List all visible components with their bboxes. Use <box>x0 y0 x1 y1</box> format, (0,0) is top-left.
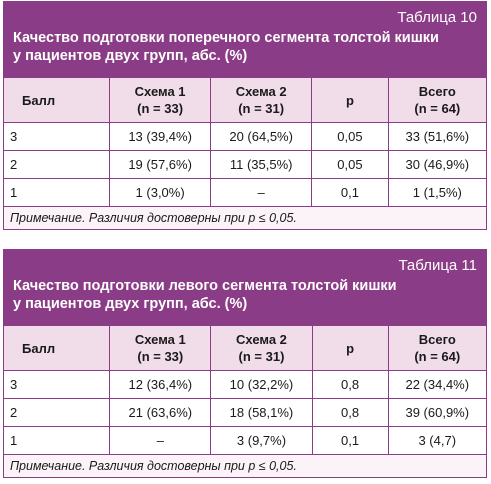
cell-p: 0,1 <box>312 179 388 207</box>
header-row <box>4 326 487 371</box>
table-10 <box>3 1 487 233</box>
cell-total: 3 (4,7) <box>388 427 486 455</box>
table-row <box>4 371 487 399</box>
cell-ball: 2 <box>4 151 110 179</box>
cell-scheme2: 10 (32,2%) <box>211 371 312 399</box>
cell-ball: 2 <box>4 399 110 427</box>
caption-line: у пациентов двух групп, абс. (%) <box>13 48 248 64</box>
col-header-scheme2: Схема 2 (n = 31) <box>211 326 312 371</box>
table-row <box>4 179 487 207</box>
col-header-p: р <box>312 78 388 123</box>
cell-total: 1 (1,5%) <box>388 179 486 207</box>
caption-line: Качество подготовки левого сегмента толстой кишки <box>13 278 397 294</box>
cell-ball: 3 <box>4 123 110 151</box>
cell-total: 39 (60,9%) <box>388 399 486 427</box>
cell-p: 0,8 <box>312 371 388 399</box>
table-11 <box>3 249 487 481</box>
table-header <box>3 1 487 77</box>
cell-total: 22 (34,4%) <box>388 371 486 399</box>
data-grid <box>3 77 487 207</box>
cell-p: 0,05 <box>312 151 388 179</box>
caption-line: Качество подготовки поперечного сегмента толстой кишки <box>13 30 439 46</box>
col-header-scheme1: Схема 1 (n = 33) <box>110 78 211 123</box>
cell-p: 0,8 <box>312 399 388 427</box>
cell-total: 33 (51,6%) <box>388 123 486 151</box>
cell-scheme1: 13 (39,4%) <box>110 123 211 151</box>
table-caption <box>13 29 477 65</box>
table-row <box>4 427 487 455</box>
col-header-total: Всего (n = 64) <box>388 78 486 123</box>
cell-ball: 1 <box>4 179 110 207</box>
col-header-scheme2: Схема 2 (n = 31) <box>211 78 312 123</box>
cell-scheme1: 21 (63,6%) <box>110 399 211 427</box>
cell-total: 30 (46,9%) <box>388 151 486 179</box>
cell-scheme2: 20 (64,5%) <box>211 123 312 151</box>
cell-scheme1: 12 (36,4%) <box>110 371 211 399</box>
table-row <box>4 123 487 151</box>
col-header-ball: Балл <box>4 326 110 371</box>
header-row <box>4 78 487 123</box>
cell-scheme1: – <box>110 427 211 455</box>
cell-scheme1: 1 (3,0%) <box>110 179 211 207</box>
cell-scheme1: 19 (57,6%) <box>110 151 211 179</box>
cell-p: 0,1 <box>312 427 388 455</box>
col-header-scheme1: Схема 1 (n = 33) <box>110 326 211 371</box>
table-note: Примечание. Различия достоверны при р ≤ 0,05. <box>3 455 487 478</box>
data-grid <box>3 325 487 455</box>
table-header <box>3 249 487 325</box>
table-number: Таблица 11 <box>398 257 477 274</box>
cell-scheme2: 11 (35,5%) <box>211 151 312 179</box>
cell-scheme2: 3 (9,7%) <box>211 427 312 455</box>
col-header-p: р <box>312 326 388 371</box>
cell-p: 0,05 <box>312 123 388 151</box>
cell-scheme2: 18 (58,1%) <box>211 399 312 427</box>
table-caption <box>13 277 477 313</box>
cell-scheme2: – <box>211 179 312 207</box>
table-row <box>4 399 487 427</box>
cell-ball: 3 <box>4 371 110 399</box>
table-row <box>4 151 487 179</box>
table-number: Таблица 10 <box>397 9 477 26</box>
col-header-ball: Балл <box>4 78 110 123</box>
table-note: Примечание. Различия достоверны при р ≤ 0,05. <box>3 207 487 230</box>
col-header-total: Всего (n = 64) <box>388 326 486 371</box>
caption-line: у пациентов двух групп, абс. (%) <box>13 296 248 312</box>
cell-ball: 1 <box>4 427 110 455</box>
